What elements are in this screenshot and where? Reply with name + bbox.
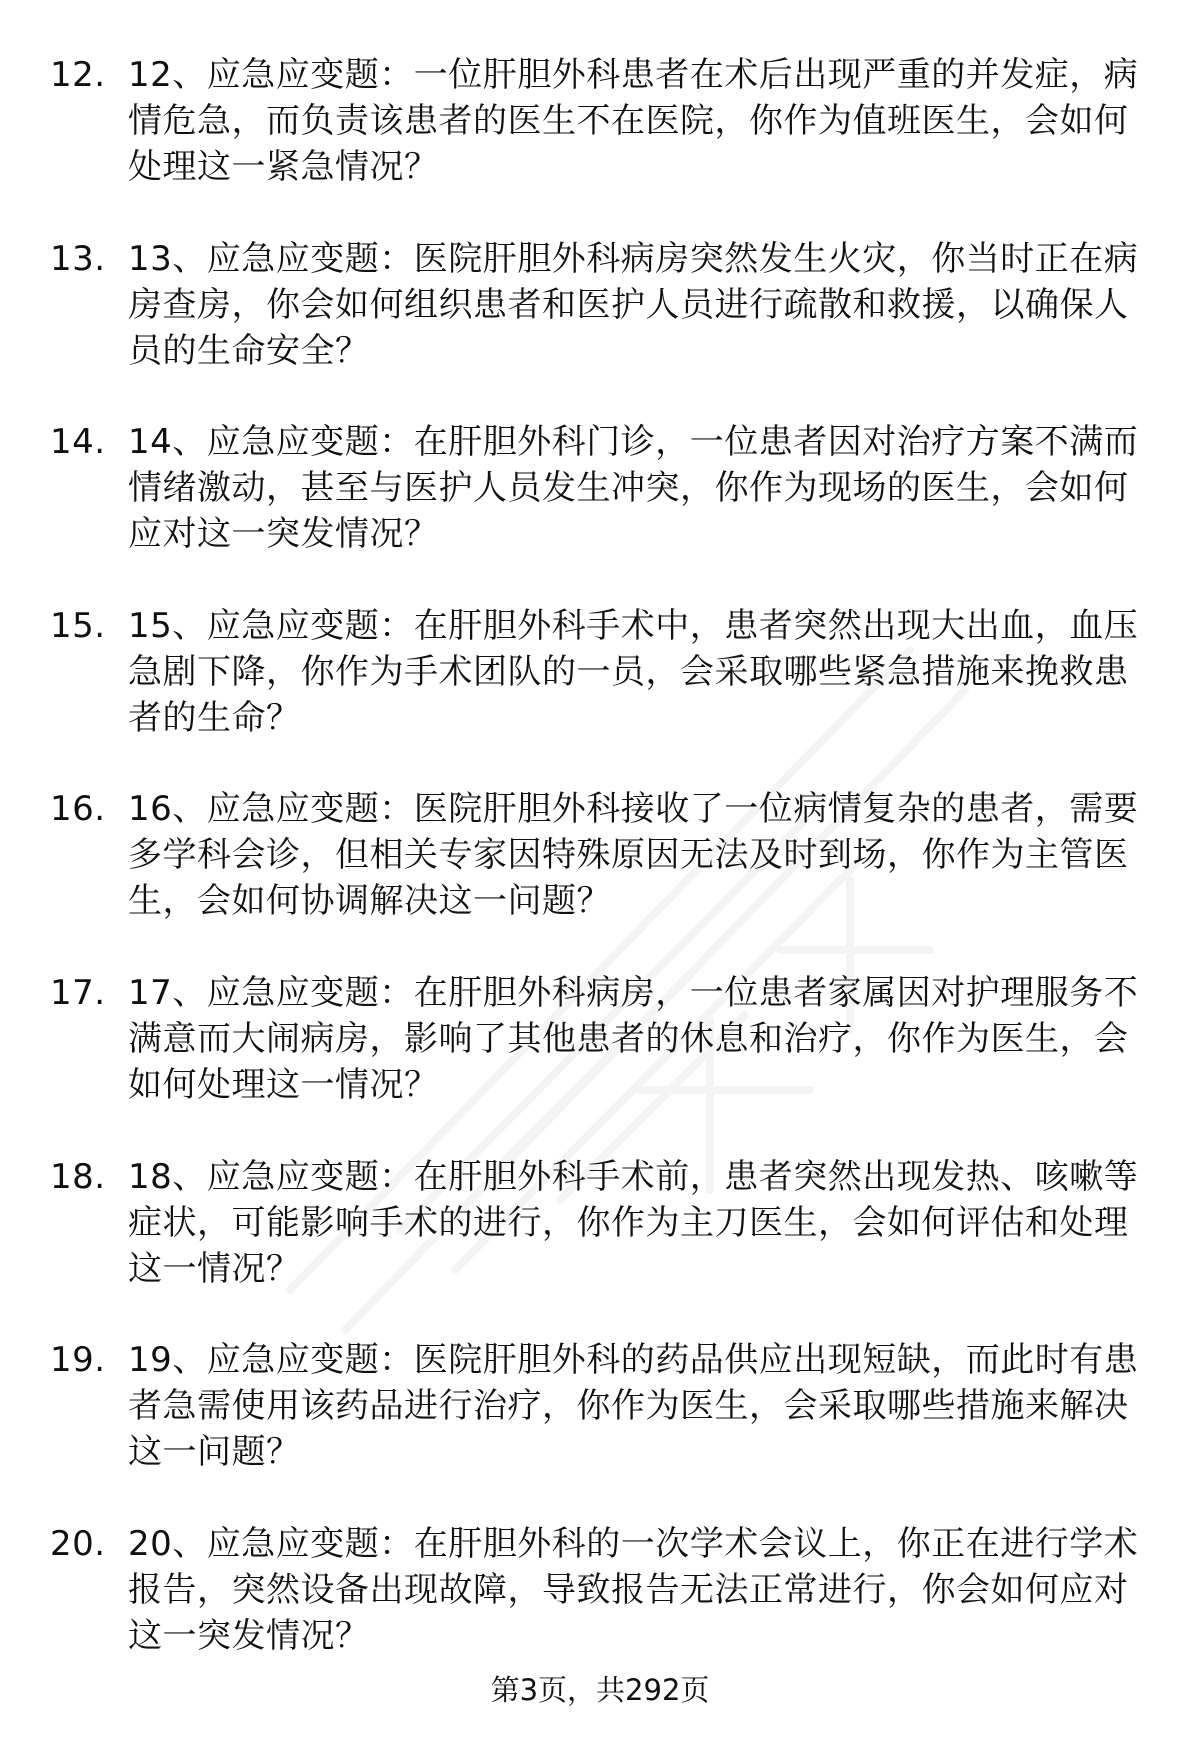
question-text: 17、应急应变题：在肝胆外科病房，一位患者家属因对护理服务不满意而大闹病房，影响了其他患者的休息和治疗，你作为医生，会如何处理这一情况？ xyxy=(128,972,1139,1105)
question-number: 14. xyxy=(50,422,106,463)
question-item xyxy=(50,786,1150,970)
question-list xyxy=(50,52,1150,1704)
question-item xyxy=(50,1154,1150,1338)
question-item xyxy=(50,52,1150,236)
question-number: 16. xyxy=(50,789,106,830)
question-text: 20、应急应变题：在肝胆外科的一次学术会议上，你正在进行学术报告，突然设备出现故障，导致报告无法正常进行，你会如何应对这一突发情况？ xyxy=(128,1523,1139,1656)
question-text: 13、应急应变题：医院肝胆外科病房突然发生火灾，你当时正在病房查房，你会如何组织患者和医护人员进行疏散和救援，以确保人员的生命安全？ xyxy=(128,238,1139,371)
question-item xyxy=(50,603,1150,787)
question-number: 13. xyxy=(50,238,106,279)
question-text: 16、应急应变题：医院肝胆外科接收了一位病情复杂的患者，需要多学科会诊，但相关专家因特殊原因无法及时到场，你作为主管医生，会如何协调解决这一问题？ xyxy=(128,789,1139,922)
question-item xyxy=(50,236,1150,420)
question-text: 18、应急应变题：在肝胆外科手术前，患者突然出现发热、咳嗽等症状，可能影响手术的进行，你作为主刀医生，会如何评估和处理这一情况？ xyxy=(128,1156,1139,1289)
question-number: 17. xyxy=(50,972,106,1013)
question-item xyxy=(50,970,1150,1154)
question-text: 12、应急应变题：一位肝胆外科患者在术后出现严重的并发症，病情危急，而负责该患者的医生不在医院，你作为值班医生，会如何处理这一紧急情况？ xyxy=(128,55,1139,187)
question-number: 18. xyxy=(50,1156,106,1197)
question-number: 12. xyxy=(50,55,106,95)
question-item xyxy=(50,1337,1150,1521)
question-text: 14、应急应变题：在肝胆外科门诊，一位患者因对治疗方案不满而情绪激动，甚至与医护人员发生冲突，你作为现场的医生，会如何应对这一突发情况？ xyxy=(128,422,1139,555)
question-number: 19. xyxy=(50,1340,106,1381)
question-text: 15、应急应变题：在肝胆外科手术中，患者突然出现大出血，血压急剧下降，你作为手术团队的一员，会采取哪些紧急措施来挽救患者的生命？ xyxy=(128,605,1139,738)
question-number: 20. xyxy=(50,1523,106,1564)
question-text: 19、应急应变题：医院肝胆外科的药品供应出现短缺，而此时有患者急需使用该药品进行治疗，你作为医生，会采取哪些措施来解决这一问题？ xyxy=(128,1340,1139,1473)
question-number: 15. xyxy=(50,605,106,646)
page-footer: 第3页，共292页 xyxy=(490,1673,710,1707)
question-item xyxy=(50,419,1150,603)
